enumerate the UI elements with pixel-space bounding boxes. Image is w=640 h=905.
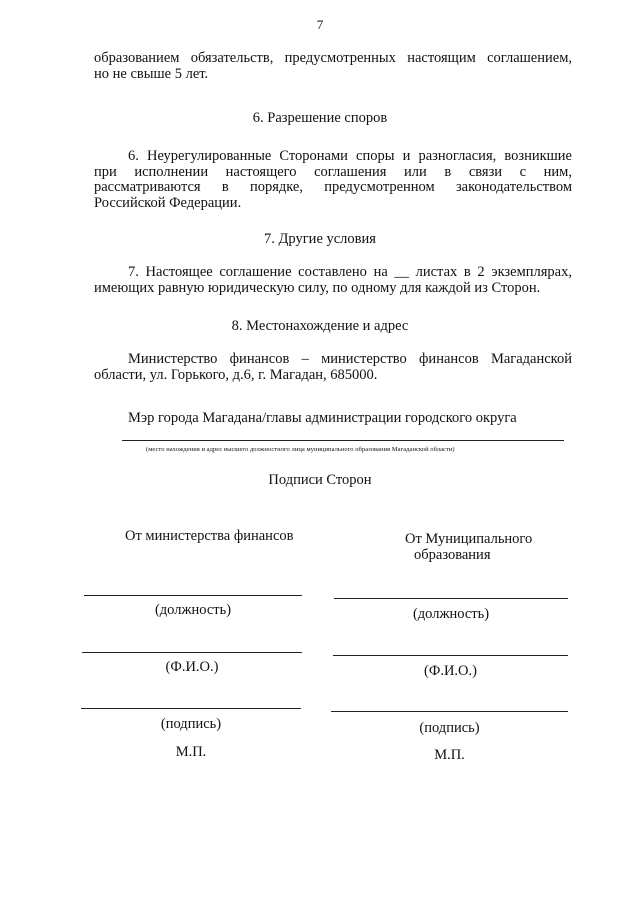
- mayor-line: Мэр города Магадана/главы администрации городского округа: [128, 410, 517, 426]
- right-fio-label: (Ф.И.О.): [424, 663, 477, 679]
- left-stamp: М.П.: [175, 744, 207, 760]
- left-signature-label: (подпись): [160, 716, 222, 732]
- section-6-line-4: Российской Федерации.: [94, 195, 242, 211]
- left-fio-line: [82, 652, 302, 653]
- left-fio-label: (Ф.И.О.): [165, 659, 219, 675]
- page-number: 7: [316, 17, 324, 32]
- section-7-heading: 7. Другие условия: [264, 231, 376, 247]
- left-party-label: От министерства финансов: [125, 528, 294, 544]
- right-stamp: М.П.: [434, 747, 465, 763]
- mayor-note: (место нахождения и адрес высшего должностного лица муниципального образования Магаданской области): [146, 446, 455, 453]
- section-7-line-2: имеющих равную юридическую силу, по одному для каждой из Сторон.: [94, 280, 541, 296]
- right-signature-line: [331, 711, 568, 712]
- intro-paragraph: [94, 51, 572, 82]
- right-position-label: (должность): [412, 606, 490, 622]
- section-6-paragraph: [94, 149, 572, 211]
- section-6-line-2: при исполнении настоящего соглашения или в связи с ним,: [94, 164, 572, 180]
- left-position-label: (должность): [154, 602, 232, 618]
- mayor-underline: [122, 440, 564, 441]
- right-party-label-2: образования: [414, 547, 491, 563]
- section-7-line-1: 7. Настоящее соглашение составлено на __ листах в 2 экземплярах,: [128, 265, 572, 280]
- intro-line-1: образованием обязательств, предусмотренных настоящим соглашением,: [94, 51, 572, 66]
- section-6-heading: 6. Разрешение споров: [252, 110, 388, 126]
- section-6-line-3: рассматриваются в порядке, предусмотренном законодательством: [94, 180, 572, 195]
- section-8-line-2: области, ул. Горького, д.6, г. Магадан, 685000.: [94, 367, 378, 383]
- right-fio-line: [333, 655, 568, 656]
- right-party-label-1: От Муниципального: [405, 531, 533, 547]
- section-8-paragraph: [94, 352, 572, 383]
- section-6-line-1: 6. Неурегулированные Сторонами споры и разногласия, возникшие: [128, 149, 572, 164]
- section-7-paragraph: [94, 265, 572, 296]
- right-signature-label: (подпись): [419, 720, 480, 736]
- left-signature-line: [81, 708, 301, 709]
- right-position-line: [334, 598, 568, 599]
- section-8-line-1: Министерство финансов – министерство финансов Магаданской: [128, 352, 572, 367]
- intro-line-2: но не свыше 5 лет.: [94, 66, 209, 82]
- section-8-heading: 8. Местонахождение и адрес: [231, 318, 409, 334]
- left-position-line: [84, 595, 302, 596]
- signatures-title: Подписи Сторон: [268, 472, 372, 488]
